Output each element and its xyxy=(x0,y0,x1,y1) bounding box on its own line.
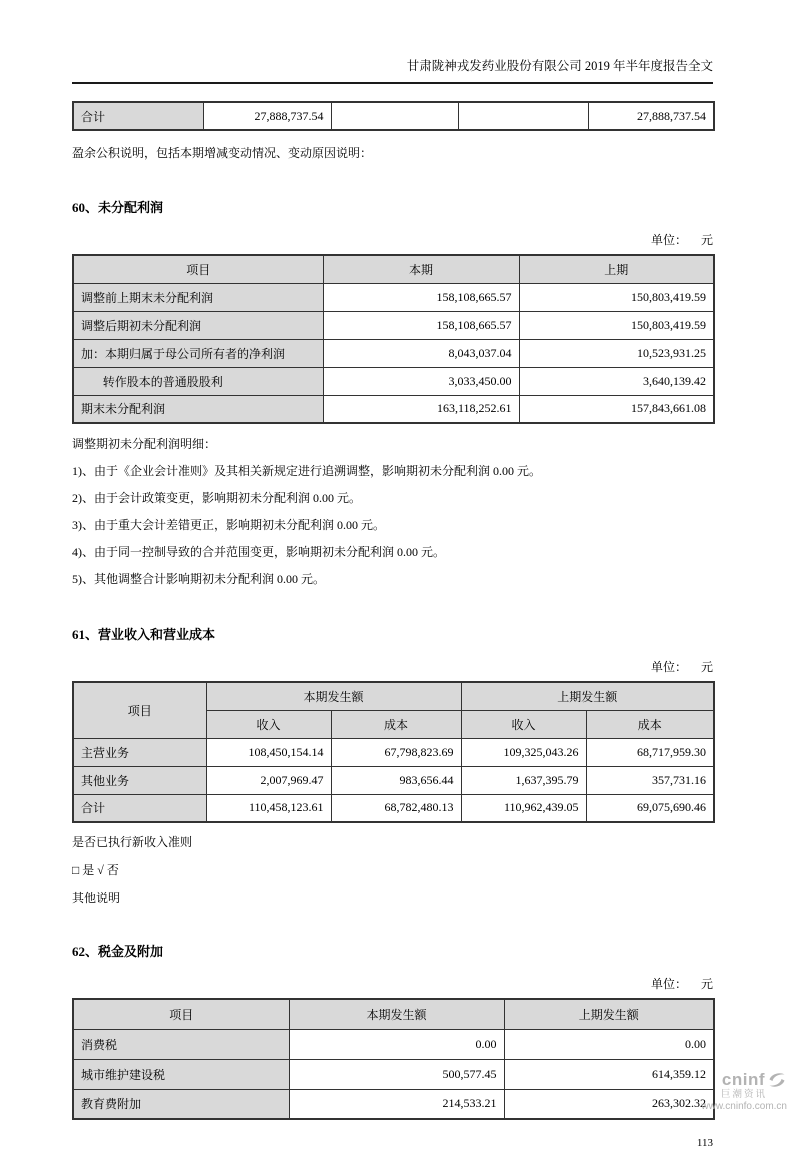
other-note-label: 其他说明 xyxy=(72,891,121,905)
cell: 109,325,043.26 xyxy=(461,738,586,766)
col-header-current: 本期 xyxy=(323,255,519,283)
row-label: 转作股本的普通股股利 xyxy=(73,367,323,395)
cell-prior: 3,640,139.42 xyxy=(519,367,714,395)
undistributed-profit-table xyxy=(72,254,715,424)
cell-prior: 150,803,419.59 xyxy=(519,311,714,339)
section-62-title: 62、税金及附加 xyxy=(72,944,164,959)
unit-label: 单位： xyxy=(650,233,687,247)
table-row xyxy=(73,738,714,766)
total-value-1: 27,888,737.54 xyxy=(203,102,331,130)
cell-current: 214,533.21 xyxy=(289,1089,504,1119)
table-row xyxy=(73,766,714,794)
row-label: 调整后期初未分配利润 xyxy=(73,311,323,339)
cninfo-url: www.cninfo.com.cn xyxy=(701,1100,787,1112)
col-header-current: 本期发生额 xyxy=(289,999,504,1029)
row-label: 消费税 xyxy=(73,1029,289,1059)
cell: 110,962,439.05 xyxy=(461,794,586,822)
subheader-revenue-prior: 收入 xyxy=(461,710,586,738)
table-row xyxy=(73,794,714,822)
cninfo-swirl-icon xyxy=(767,1071,787,1089)
col-header-item: 项目 xyxy=(73,682,206,738)
page-content xyxy=(72,0,713,1149)
cell-prior: 614,359.12 xyxy=(504,1059,714,1089)
col-header-item: 项目 xyxy=(73,255,323,283)
table-row xyxy=(73,395,714,423)
adjustment-note-4: 4)、由于同一控制导致的合并范围变更，影响期初未分配利润 0.00 元。 xyxy=(72,545,445,559)
cninfo-logo xyxy=(701,1070,787,1112)
unit-value: 元 xyxy=(700,977,713,991)
cninfo-brand-text: cninf xyxy=(721,1070,765,1090)
table-row xyxy=(73,367,714,395)
cell-current: 3,033,450.00 xyxy=(323,367,519,395)
table-header-row xyxy=(73,255,714,283)
document-header: 甘肃陇神戎发药业股份有限公司 2019 年半年度报告全文 xyxy=(72,0,713,84)
row-label-total: 合计 xyxy=(73,102,203,130)
table-row xyxy=(73,1059,714,1089)
cninfo-chinese-name: 巨潮资讯 xyxy=(720,1088,767,1100)
cell-current: 8,043,037.04 xyxy=(323,339,519,367)
table-row xyxy=(73,311,714,339)
table-row xyxy=(73,283,714,311)
adjustment-note-3: 3)、由于重大会计差错更正，影响期初未分配利润 0.00 元。 xyxy=(72,518,385,532)
unit-value: 元 xyxy=(700,660,713,674)
table-row xyxy=(73,1089,714,1119)
cell: 67,798,823.69 xyxy=(331,738,461,766)
section-61-title: 61、营业收入和营业成本 xyxy=(72,627,216,642)
revenue-cost-table xyxy=(72,681,715,823)
row-label: 城市维护建设税 xyxy=(73,1059,289,1089)
cell-prior: 150,803,419.59 xyxy=(519,283,714,311)
surplus-reserve-total-table xyxy=(72,101,715,131)
cell: 68,782,480.13 xyxy=(331,794,461,822)
taxes-surcharges-table xyxy=(72,998,715,1120)
cell: 357,731.16 xyxy=(586,766,714,794)
new-revenue-standard-answer: □ 是 √ 否 xyxy=(72,863,119,877)
table-row xyxy=(73,339,714,367)
row-label: 其他业务 xyxy=(73,766,206,794)
row-label: 期末未分配利润 xyxy=(73,395,323,423)
cell: 68,717,959.30 xyxy=(586,738,714,766)
surplus-reserve-note: 盈余公积说明，包括本期增减变动情况、变动原因说明： xyxy=(72,146,373,160)
subheader-cost-prior: 成本 xyxy=(586,710,714,738)
group-header-prior-period: 上期发生额 xyxy=(461,682,714,710)
row-label: 加：本期归属于母公司所有者的净利润 xyxy=(73,339,323,367)
row-label: 教育费附加 xyxy=(73,1089,289,1119)
table-row xyxy=(73,1029,714,1059)
total-empty-2 xyxy=(458,102,588,130)
cell-prior: 0.00 xyxy=(504,1029,714,1059)
unit-value: 元 xyxy=(700,233,713,247)
adjustment-note-heading: 调整期初未分配利润明细： xyxy=(72,437,217,451)
total-value-2: 27,888,737.54 xyxy=(588,102,714,130)
cell: 1,637,395.79 xyxy=(461,766,586,794)
cell-current: 0.00 xyxy=(289,1029,504,1059)
cell-prior: 10,523,931.25 xyxy=(519,339,714,367)
subheader-cost-current: 成本 xyxy=(331,710,461,738)
group-header-current-period: 本期发生额 xyxy=(206,682,461,710)
new-revenue-standard-question: 是否已执行新收入准则 xyxy=(72,835,193,849)
col-header-prior: 上期 xyxy=(519,255,714,283)
cell: 69,075,690.46 xyxy=(586,794,714,822)
cell-current: 500,577.45 xyxy=(289,1059,504,1089)
subheader-revenue-current: 收入 xyxy=(206,710,331,738)
table-header-row xyxy=(73,999,714,1029)
unit-label: 单位： xyxy=(650,660,687,674)
unit-line-62 xyxy=(72,975,713,992)
cell: 110,458,123.61 xyxy=(206,794,331,822)
unit-line-60 xyxy=(72,231,713,248)
table-group-header-row xyxy=(73,682,714,710)
unit-label: 单位： xyxy=(650,977,687,991)
cell: 108,450,154.14 xyxy=(206,738,331,766)
cell: 2,007,969.47 xyxy=(206,766,331,794)
cell: 983,656.44 xyxy=(331,766,461,794)
unit-line-61 xyxy=(72,658,713,675)
col-header-prior: 上期发生额 xyxy=(504,999,714,1029)
adjustment-note-5: 5)、其他调整合计影响期初未分配利润 0.00 元。 xyxy=(72,572,325,586)
table-row xyxy=(73,102,714,130)
adjustment-note-2: 2)、由于会计政策变更，影响期初未分配利润 0.00 元。 xyxy=(72,491,361,505)
cell-current: 163,118,252.61 xyxy=(323,395,519,423)
total-empty-1 xyxy=(331,102,458,130)
cell-current: 158,108,665.57 xyxy=(323,311,519,339)
row-label: 主营业务 xyxy=(73,738,206,766)
col-header-item: 项目 xyxy=(73,999,289,1029)
section-60-title: 60、未分配利润 xyxy=(72,200,164,215)
row-label: 合计 xyxy=(73,794,206,822)
cell-prior: 263,302.32 xyxy=(504,1089,714,1119)
row-label: 调整前上期末未分配利润 xyxy=(73,283,323,311)
cell-prior: 157,843,661.08 xyxy=(519,395,714,423)
cell-current: 158,108,665.57 xyxy=(323,283,519,311)
page-number: 113 xyxy=(696,1137,713,1149)
adjustment-note-1: 1)、由于《企业会计准则》及其相关新规定进行追溯调整，影响期初未分配利润 0.00 元。 xyxy=(72,464,541,478)
